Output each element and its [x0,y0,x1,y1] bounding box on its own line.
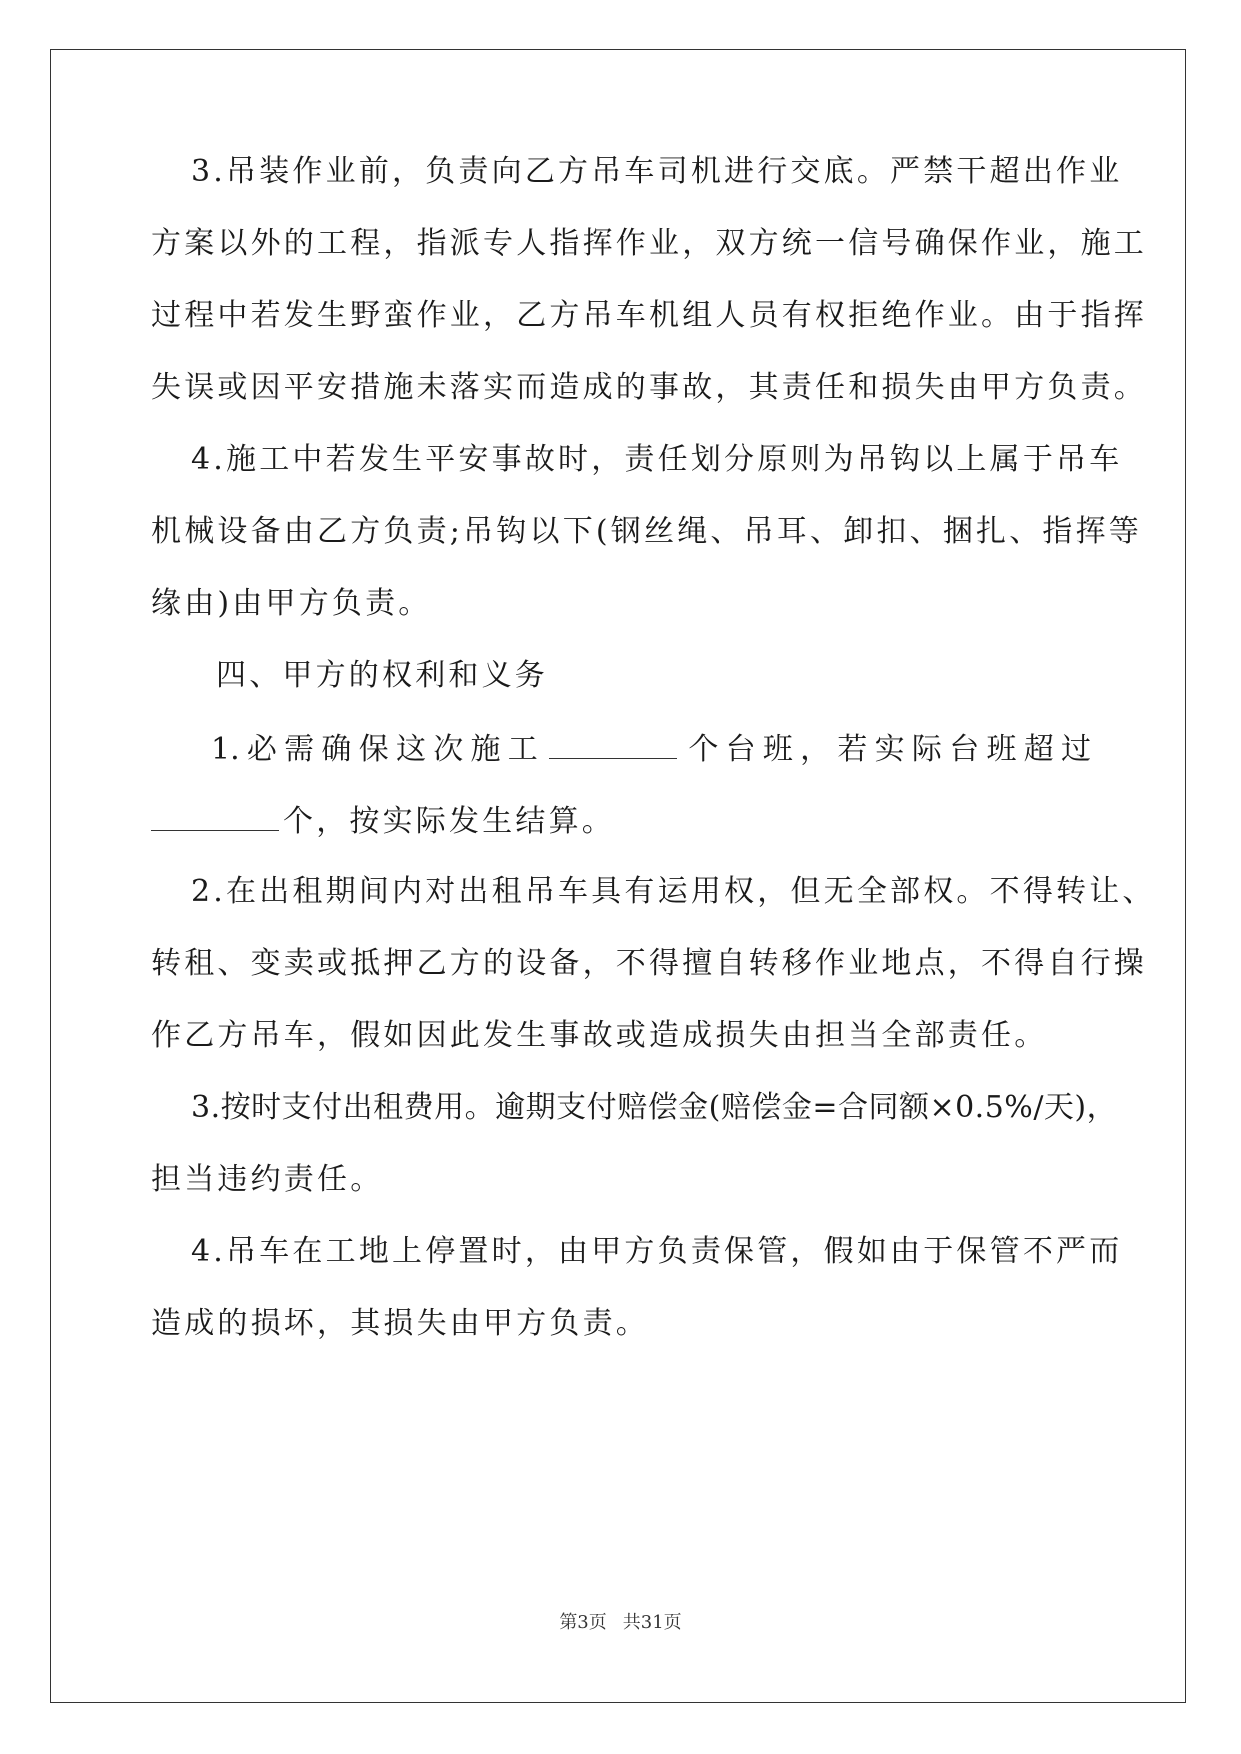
page-number: 第3页 [559,1612,607,1633]
paragraph-line: 4.施工中若发生平安事故时，责任划分原则为吊钩以上属于吊车 [191,442,1123,477]
paragraph-line: 过程中若发生野蛮作业，乙方吊车机组人员有权拒绝作业。由于指挥 [151,298,1147,333]
line-text: 个台班，若实际台班超过 [681,732,1092,767]
line-text: 个，按实际发生结算。 [283,804,615,839]
paragraph-line: 缘由)由甲方负责。 [151,586,432,621]
paragraph-line: 作乙方吊车，假如因此发生事故或造成损失由担当全部责任。 [151,1018,1048,1053]
fill-in-blank[interactable] [549,728,677,759]
paragraph-line: 造成的损坏，其损失由甲方负责。 [151,1306,649,1341]
paragraph-line: 3.吊装作业前，负责向乙方吊车司机进行交底。严禁干超出作业 [191,154,1123,189]
page-footer [0,1611,1241,1635]
fill-in-blank[interactable] [151,800,279,831]
paragraph-line: 失误或因平安措施未落实而造成的事故，其责任和损失由甲方负责。 [151,370,1147,405]
paragraph-line: 4.吊车在工地上停置时，由甲方负责保管，假如由于保管不严而 [191,1234,1123,1269]
section-heading: 四、甲方的权利和义务 [216,658,548,693]
paragraph-line: 2.在出租期间内对出租吊车具有运用权，但无全部权。不得转让、 [191,874,1156,909]
paragraph-line: 转租、变卖或抵押乙方的设备，不得擅自转移作业地点，不得自行操 [151,946,1147,981]
paragraph-line: 3.按时支付出租费用。逾期支付赔偿金(赔偿金=合同额×0.5%/天)， [191,1090,1118,1125]
line-text: 1.必需确保这次施工 [211,732,546,767]
paragraph-line-with-blank [211,728,1091,770]
paragraph-line-with-blank [151,800,1091,842]
paragraph-line: 方案以外的工程，指派专人指挥作业，双方统一信号确保作业，施工 [151,226,1147,261]
paragraph-line: 机械设备由乙方负责;吊钩以下(钢丝绳、吊耳、卸扣、捆扎、指挥等 [151,514,1143,549]
page-total: 共31页 [622,1612,682,1633]
paragraph-line: 担当违约责任。 [151,1162,384,1197]
